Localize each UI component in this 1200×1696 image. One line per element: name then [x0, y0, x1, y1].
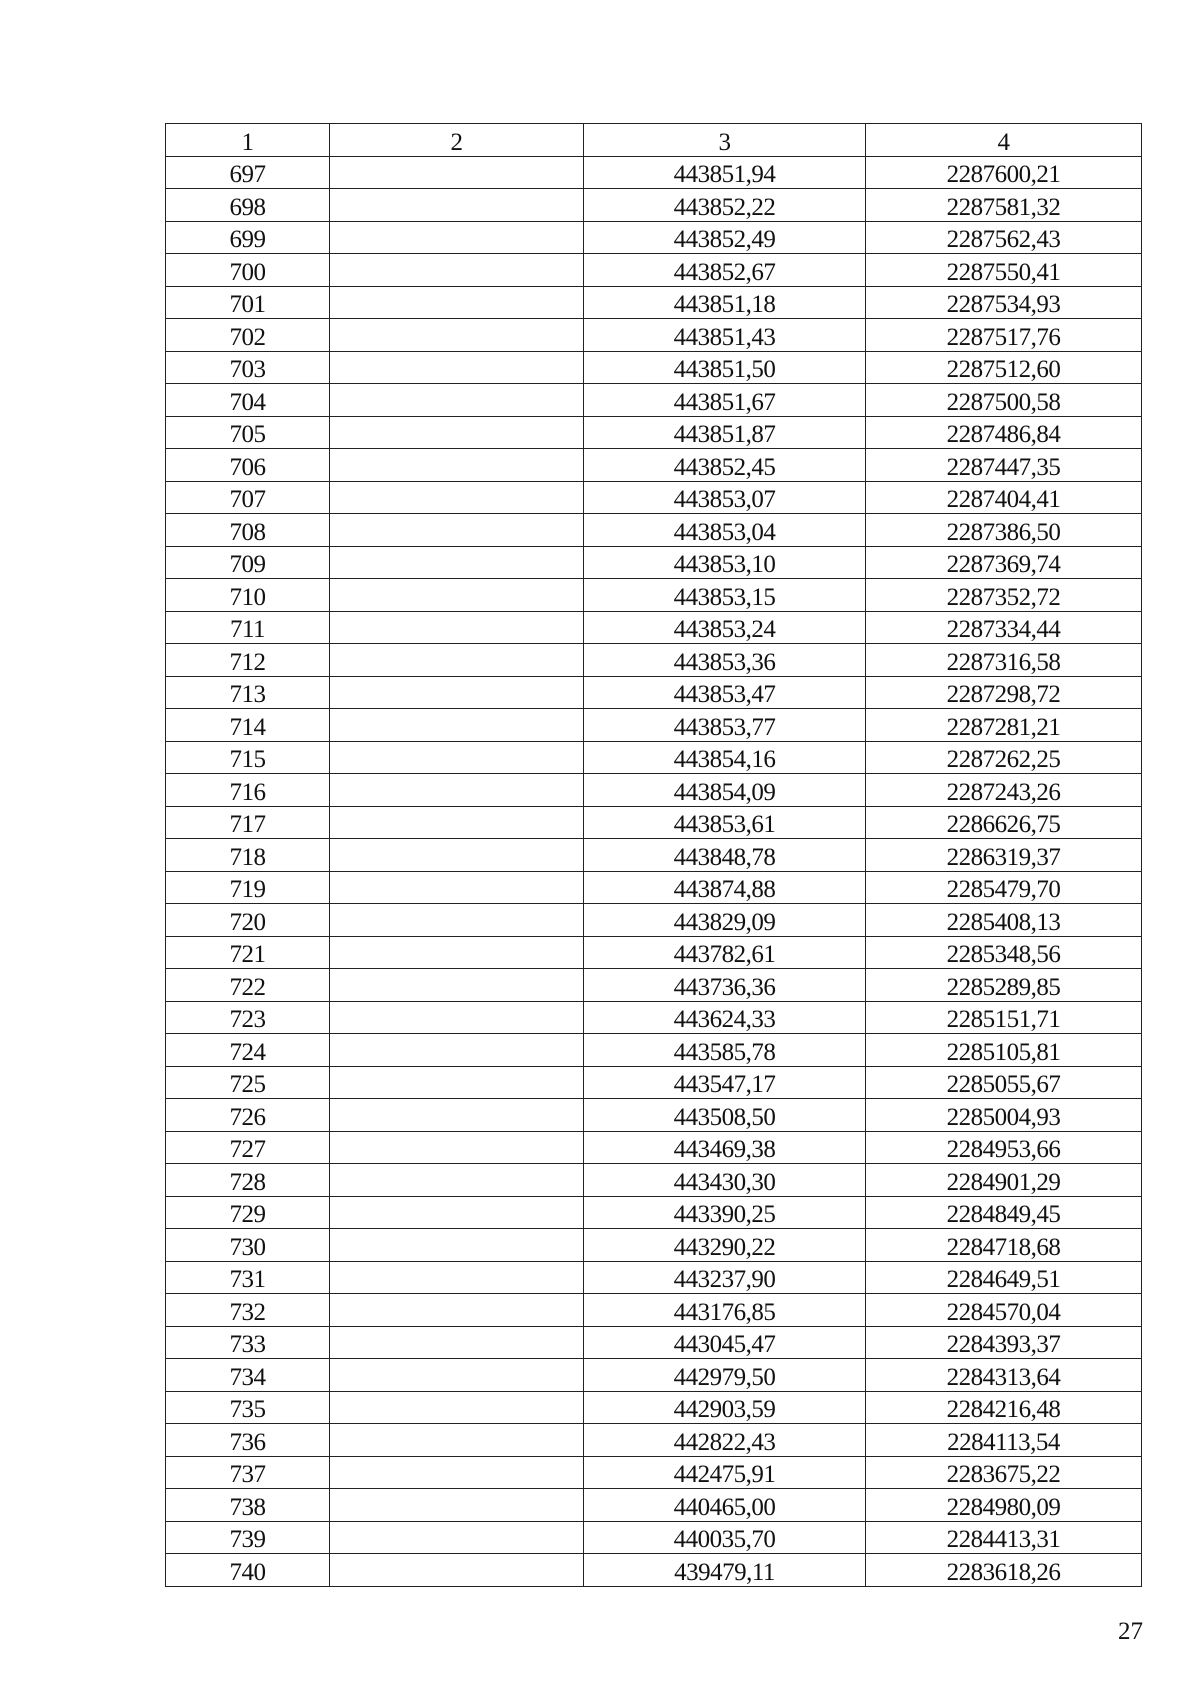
y-coordinate-cell: 2287298,72 — [866, 676, 1142, 709]
empty-cell — [330, 709, 584, 742]
table-row — [166, 741, 1142, 774]
table-row — [166, 1196, 1142, 1229]
y-coordinate-cell: 2283675,22 — [866, 1456, 1142, 1489]
x-coordinate-cell: 443853,15 — [584, 579, 866, 612]
y-coordinate-cell: 2284901,29 — [866, 1164, 1142, 1197]
point-number-cell: 736 — [166, 1424, 330, 1457]
empty-cell — [330, 449, 584, 482]
point-number-cell: 717 — [166, 806, 330, 839]
table-row — [166, 1164, 1142, 1197]
empty-cell — [330, 546, 584, 579]
x-coordinate-cell: 443624,33 — [584, 1001, 866, 1034]
table-row — [166, 286, 1142, 319]
y-coordinate-cell: 2287534,93 — [866, 286, 1142, 319]
y-coordinate-cell: 2286626,75 — [866, 806, 1142, 839]
empty-cell — [330, 806, 584, 839]
header-row — [166, 124, 1142, 157]
x-coordinate-cell: 443852,45 — [584, 449, 866, 482]
page-number: 27 — [1118, 1618, 1143, 1645]
y-coordinate-cell: 2287600,21 — [866, 156, 1142, 189]
empty-cell — [330, 254, 584, 287]
point-number-cell: 709 — [166, 546, 330, 579]
table-row — [166, 384, 1142, 417]
point-number-cell: 724 — [166, 1034, 330, 1067]
point-number-cell: 701 — [166, 286, 330, 319]
table-row — [166, 579, 1142, 612]
point-number-cell: 730 — [166, 1229, 330, 1262]
x-coordinate-cell: 443853,07 — [584, 481, 866, 514]
point-number-cell: 738 — [166, 1489, 330, 1522]
empty-cell — [330, 1196, 584, 1229]
y-coordinate-cell: 2287262,25 — [866, 741, 1142, 774]
point-number-cell: 699 — [166, 221, 330, 254]
empty-cell — [330, 319, 584, 352]
point-number-cell: 731 — [166, 1261, 330, 1294]
y-coordinate-cell: 2284953,66 — [866, 1131, 1142, 1164]
x-coordinate-cell: 443508,50 — [584, 1099, 866, 1132]
table-header — [166, 124, 1142, 157]
point-number-cell: 735 — [166, 1391, 330, 1424]
table-row — [166, 676, 1142, 709]
empty-cell — [330, 351, 584, 384]
y-coordinate-cell: 2284413,31 — [866, 1521, 1142, 1554]
point-number-cell: 739 — [166, 1521, 330, 1554]
y-coordinate-cell: 2285408,13 — [866, 904, 1142, 937]
table-row — [166, 936, 1142, 969]
y-coordinate-cell: 2287500,58 — [866, 384, 1142, 417]
x-coordinate-cell: 443176,85 — [584, 1294, 866, 1327]
table-row — [166, 481, 1142, 514]
empty-cell — [330, 286, 584, 319]
point-number-cell: 722 — [166, 969, 330, 1002]
empty-cell — [330, 839, 584, 872]
x-coordinate-cell: 443853,36 — [584, 644, 866, 677]
point-number-cell: 727 — [166, 1131, 330, 1164]
x-coordinate-cell: 442475,91 — [584, 1456, 866, 1489]
point-number-cell: 718 — [166, 839, 330, 872]
empty-cell — [330, 676, 584, 709]
empty-cell — [330, 1099, 584, 1132]
empty-cell — [330, 1359, 584, 1392]
y-coordinate-cell: 2287550,41 — [866, 254, 1142, 287]
empty-cell — [330, 1034, 584, 1067]
point-number-cell: 706 — [166, 449, 330, 482]
empty-cell — [330, 741, 584, 774]
y-coordinate-cell: 2287562,43 — [866, 221, 1142, 254]
y-coordinate-cell: 2284113,54 — [866, 1424, 1142, 1457]
empty-cell — [330, 1164, 584, 1197]
empty-cell — [330, 189, 584, 222]
empty-cell — [330, 481, 584, 514]
table-row — [166, 1489, 1142, 1522]
table-row — [166, 546, 1142, 579]
x-coordinate-cell: 443851,43 — [584, 319, 866, 352]
table-row — [166, 1521, 1142, 1554]
point-number-cell: 726 — [166, 1099, 330, 1132]
y-coordinate-cell: 2285105,81 — [866, 1034, 1142, 1067]
x-coordinate-cell: 443851,87 — [584, 416, 866, 449]
empty-cell — [330, 579, 584, 612]
table-row — [166, 319, 1142, 352]
table-row — [166, 839, 1142, 872]
table-row — [166, 1066, 1142, 1099]
y-coordinate-cell: 2285289,85 — [866, 969, 1142, 1002]
x-coordinate-cell: 443853,47 — [584, 676, 866, 709]
point-number-cell: 705 — [166, 416, 330, 449]
x-coordinate-cell: 443851,18 — [584, 286, 866, 319]
empty-cell — [330, 416, 584, 449]
point-number-cell: 716 — [166, 774, 330, 807]
empty-cell — [330, 1131, 584, 1164]
x-coordinate-cell: 443854,16 — [584, 741, 866, 774]
y-coordinate-cell: 2287334,44 — [866, 611, 1142, 644]
empty-cell — [330, 1489, 584, 1522]
x-coordinate-cell: 439479,11 — [584, 1554, 866, 1587]
point-number-cell: 711 — [166, 611, 330, 644]
empty-cell — [330, 774, 584, 807]
table-body — [166, 156, 1142, 1586]
empty-cell — [330, 871, 584, 904]
empty-cell — [330, 1424, 584, 1457]
table-row — [166, 1099, 1142, 1132]
empty-cell — [330, 611, 584, 644]
empty-cell — [330, 221, 584, 254]
y-coordinate-cell: 2284313,64 — [866, 1359, 1142, 1392]
x-coordinate-cell: 443851,50 — [584, 351, 866, 384]
empty-cell — [330, 156, 584, 189]
table-row — [166, 709, 1142, 742]
y-coordinate-cell: 2285055,67 — [866, 1066, 1142, 1099]
y-coordinate-cell: 2286319,37 — [866, 839, 1142, 872]
y-coordinate-cell: 2285348,56 — [866, 936, 1142, 969]
table-row — [166, 351, 1142, 384]
x-coordinate-cell: 443848,78 — [584, 839, 866, 872]
table-row — [166, 774, 1142, 807]
column-header-2: 2 — [330, 124, 584, 157]
table-row — [166, 1294, 1142, 1327]
y-coordinate-cell: 2287243,26 — [866, 774, 1142, 807]
x-coordinate-cell: 443547,17 — [584, 1066, 866, 1099]
y-coordinate-cell: 2287581,32 — [866, 189, 1142, 222]
point-number-cell: 740 — [166, 1554, 330, 1587]
point-number-cell: 712 — [166, 644, 330, 677]
point-number-cell: 733 — [166, 1326, 330, 1359]
x-coordinate-cell: 443829,09 — [584, 904, 866, 937]
y-coordinate-cell: 2284649,51 — [866, 1261, 1142, 1294]
y-coordinate-cell: 2287517,76 — [866, 319, 1142, 352]
x-coordinate-cell: 443430,30 — [584, 1164, 866, 1197]
empty-cell — [330, 969, 584, 1002]
y-coordinate-cell: 2284393,37 — [866, 1326, 1142, 1359]
point-number-cell: 708 — [166, 514, 330, 547]
y-coordinate-cell: 2284216,48 — [866, 1391, 1142, 1424]
x-coordinate-cell: 443237,90 — [584, 1261, 866, 1294]
point-number-cell: 700 — [166, 254, 330, 287]
x-coordinate-cell: 443851,94 — [584, 156, 866, 189]
table-row — [166, 1326, 1142, 1359]
coordinates-table — [165, 123, 1142, 1587]
table-row — [166, 1424, 1142, 1457]
empty-cell — [330, 514, 584, 547]
empty-cell — [330, 936, 584, 969]
table-row — [166, 1391, 1142, 1424]
point-number-cell: 713 — [166, 676, 330, 709]
y-coordinate-cell: 2287281,21 — [866, 709, 1142, 742]
y-coordinate-cell: 2284980,09 — [866, 1489, 1142, 1522]
point-number-cell: 721 — [166, 936, 330, 969]
y-coordinate-cell: 2287386,50 — [866, 514, 1142, 547]
x-coordinate-cell: 443853,77 — [584, 709, 866, 742]
table-row — [166, 969, 1142, 1002]
table-row — [166, 1229, 1142, 1262]
point-number-cell: 707 — [166, 481, 330, 514]
x-coordinate-cell: 442979,50 — [584, 1359, 866, 1392]
point-number-cell: 732 — [166, 1294, 330, 1327]
point-number-cell: 737 — [166, 1456, 330, 1489]
table-row — [166, 449, 1142, 482]
y-coordinate-cell: 2287447,35 — [866, 449, 1142, 482]
table-row — [166, 189, 1142, 222]
empty-cell — [330, 904, 584, 937]
point-number-cell: 734 — [166, 1359, 330, 1392]
point-number-cell: 697 — [166, 156, 330, 189]
point-number-cell: 719 — [166, 871, 330, 904]
point-number-cell: 704 — [166, 384, 330, 417]
empty-cell — [330, 1391, 584, 1424]
empty-cell — [330, 1066, 584, 1099]
x-coordinate-cell: 440035,70 — [584, 1521, 866, 1554]
y-coordinate-cell: 2287404,41 — [866, 481, 1142, 514]
table-row — [166, 806, 1142, 839]
x-coordinate-cell: 443469,38 — [584, 1131, 866, 1164]
y-coordinate-cell: 2284849,45 — [866, 1196, 1142, 1229]
empty-cell — [330, 644, 584, 677]
x-coordinate-cell: 442903,59 — [584, 1391, 866, 1424]
x-coordinate-cell: 443853,61 — [584, 806, 866, 839]
empty-cell — [330, 384, 584, 417]
column-header-4: 4 — [866, 124, 1142, 157]
point-number-cell: 723 — [166, 1001, 330, 1034]
table-row — [166, 1261, 1142, 1294]
x-coordinate-cell: 443390,25 — [584, 1196, 866, 1229]
table-row — [166, 1554, 1142, 1587]
table-row — [166, 1001, 1142, 1034]
table-row — [166, 1034, 1142, 1067]
y-coordinate-cell: 2287316,58 — [866, 644, 1142, 677]
empty-cell — [330, 1456, 584, 1489]
y-coordinate-cell: 2287369,74 — [866, 546, 1142, 579]
y-coordinate-cell: 2284570,04 — [866, 1294, 1142, 1327]
x-coordinate-cell: 443585,78 — [584, 1034, 866, 1067]
x-coordinate-cell: 443874,88 — [584, 871, 866, 904]
y-coordinate-cell: 2285151,71 — [866, 1001, 1142, 1034]
x-coordinate-cell: 443854,09 — [584, 774, 866, 807]
point-number-cell: 702 — [166, 319, 330, 352]
point-number-cell: 714 — [166, 709, 330, 742]
x-coordinate-cell: 443782,61 — [584, 936, 866, 969]
point-number-cell: 715 — [166, 741, 330, 774]
empty-cell — [330, 1554, 584, 1587]
x-coordinate-cell: 443853,04 — [584, 514, 866, 547]
table-row — [166, 254, 1142, 287]
x-coordinate-cell: 443045,47 — [584, 1326, 866, 1359]
point-number-cell: 720 — [166, 904, 330, 937]
point-number-cell: 698 — [166, 189, 330, 222]
y-coordinate-cell: 2285479,70 — [866, 871, 1142, 904]
x-coordinate-cell: 443853,24 — [584, 611, 866, 644]
point-number-cell: 729 — [166, 1196, 330, 1229]
x-coordinate-cell: 443852,49 — [584, 221, 866, 254]
table-row — [166, 514, 1142, 547]
table-row — [166, 644, 1142, 677]
empty-cell — [330, 1261, 584, 1294]
table-row — [166, 1131, 1142, 1164]
table-row — [166, 871, 1142, 904]
x-coordinate-cell: 443851,67 — [584, 384, 866, 417]
y-coordinate-cell: 2284718,68 — [866, 1229, 1142, 1262]
x-coordinate-cell: 440465,00 — [584, 1489, 866, 1522]
x-coordinate-cell: 443853,10 — [584, 546, 866, 579]
empty-cell — [330, 1294, 584, 1327]
table-row — [166, 1359, 1142, 1392]
table-row — [166, 156, 1142, 189]
x-coordinate-cell: 443852,67 — [584, 254, 866, 287]
x-coordinate-cell: 443290,22 — [584, 1229, 866, 1262]
y-coordinate-cell: 2287352,72 — [866, 579, 1142, 612]
table-row — [166, 221, 1142, 254]
y-coordinate-cell: 2287486,84 — [866, 416, 1142, 449]
y-coordinate-cell: 2287512,60 — [866, 351, 1142, 384]
y-coordinate-cell: 2285004,93 — [866, 1099, 1142, 1132]
point-number-cell: 710 — [166, 579, 330, 612]
empty-cell — [330, 1326, 584, 1359]
column-header-3: 3 — [584, 124, 866, 157]
table-row — [166, 611, 1142, 644]
point-number-cell: 728 — [166, 1164, 330, 1197]
table-row — [166, 416, 1142, 449]
x-coordinate-cell: 442822,43 — [584, 1424, 866, 1457]
y-coordinate-cell: 2283618,26 — [866, 1554, 1142, 1587]
table-row — [166, 904, 1142, 937]
point-number-cell: 725 — [166, 1066, 330, 1099]
point-number-cell: 703 — [166, 351, 330, 384]
empty-cell — [330, 1001, 584, 1034]
empty-cell — [330, 1229, 584, 1262]
table-row — [166, 1456, 1142, 1489]
x-coordinate-cell: 443736,36 — [584, 969, 866, 1002]
column-header-1: 1 — [166, 124, 330, 157]
empty-cell — [330, 1521, 584, 1554]
x-coordinate-cell: 443852,22 — [584, 189, 866, 222]
